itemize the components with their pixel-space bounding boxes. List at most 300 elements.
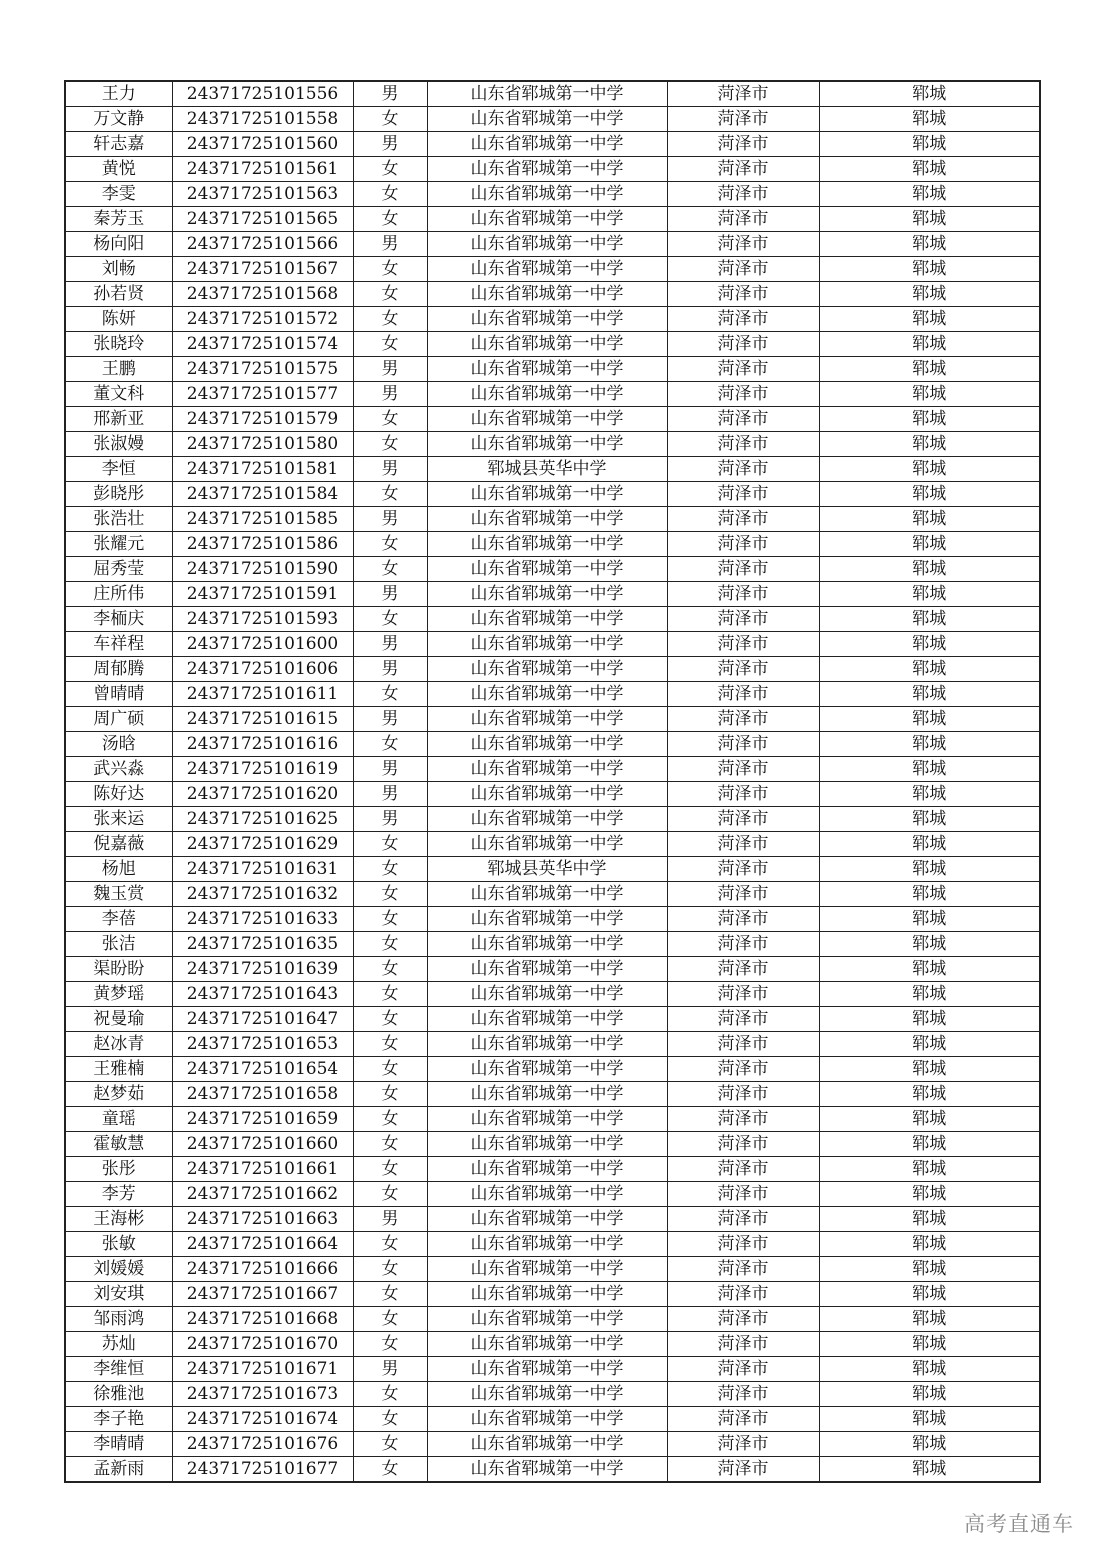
city-cell: 菏泽市 <box>667 632 819 657</box>
school-cell: 山东省郓城第一中学 <box>427 932 667 957</box>
county-cell: 郓城 <box>819 932 1040 957</box>
city-cell: 菏泽市 <box>667 81 819 107</box>
exam-id-cell: 24371725101653 <box>172 1032 353 1057</box>
table-row <box>65 132 1040 157</box>
name-cell: 张彤 <box>65 1157 172 1182</box>
school-cell: 山东省郓城第一中学 <box>427 657 667 682</box>
exam-id-cell: 24371725101593 <box>172 607 353 632</box>
name-cell: 邹雨鸿 <box>65 1307 172 1332</box>
city-cell: 菏泽市 <box>667 1207 819 1232</box>
school-cell: 山东省郓城第一中学 <box>427 182 667 207</box>
county-cell: 郓城 <box>819 257 1040 282</box>
school-cell: 山东省郓城第一中学 <box>427 107 667 132</box>
city-cell: 菏泽市 <box>667 807 819 832</box>
gender-cell: 男 <box>353 632 427 657</box>
name-cell: 李晴晴 <box>65 1432 172 1457</box>
name-cell: 刘媛媛 <box>65 1257 172 1282</box>
school-cell: 山东省郓城第一中学 <box>427 1182 667 1207</box>
gender-cell: 女 <box>353 607 427 632</box>
school-cell: 山东省郓城第一中学 <box>427 532 667 557</box>
county-cell: 郓城 <box>819 1257 1040 1282</box>
name-cell: 轩志嘉 <box>65 132 172 157</box>
exam-id-cell: 24371725101600 <box>172 632 353 657</box>
city-cell: 菏泽市 <box>667 157 819 182</box>
table-row <box>65 81 1040 107</box>
county-cell: 郓城 <box>819 307 1040 332</box>
gender-cell: 女 <box>353 682 427 707</box>
county-cell: 郓城 <box>819 707 1040 732</box>
city-cell: 菏泽市 <box>667 557 819 582</box>
county-cell: 郓城 <box>819 607 1040 632</box>
table-row <box>65 757 1040 782</box>
table-row <box>65 232 1040 257</box>
gender-cell: 女 <box>353 257 427 282</box>
city-cell: 菏泽市 <box>667 607 819 632</box>
table-row <box>65 557 1040 582</box>
name-cell: 彭晓彤 <box>65 482 172 507</box>
name-cell: 王力 <box>65 81 172 107</box>
city-cell: 菏泽市 <box>667 307 819 332</box>
county-cell: 郓城 <box>819 457 1040 482</box>
roster-table <box>64 80 1041 1483</box>
city-cell: 菏泽市 <box>667 1232 819 1257</box>
school-cell: 山东省郓城第一中学 <box>427 1432 667 1457</box>
city-cell: 菏泽市 <box>667 507 819 532</box>
county-cell: 郓城 <box>819 782 1040 807</box>
name-cell: 黄悦 <box>65 157 172 182</box>
table-row <box>65 207 1040 232</box>
county-cell: 郓城 <box>819 507 1040 532</box>
name-cell: 张晓玲 <box>65 332 172 357</box>
school-cell: 山东省郓城第一中学 <box>427 1307 667 1332</box>
exam-id-cell: 24371725101677 <box>172 1457 353 1483</box>
county-cell: 郓城 <box>819 632 1040 657</box>
table-row <box>65 157 1040 182</box>
exam-id-cell: 24371725101574 <box>172 332 353 357</box>
table-row <box>65 1432 1040 1457</box>
city-cell: 菏泽市 <box>667 132 819 157</box>
exam-id-cell: 24371725101591 <box>172 582 353 607</box>
table-row <box>65 1182 1040 1207</box>
table-row <box>65 1457 1040 1483</box>
gender-cell: 女 <box>353 1132 427 1157</box>
school-cell: 山东省郓城第一中学 <box>427 1232 667 1257</box>
school-cell: 郓城县英华中学 <box>427 857 667 882</box>
name-cell: 赵梦茹 <box>65 1082 172 1107</box>
exam-id-cell: 24371725101580 <box>172 432 353 457</box>
gender-cell: 女 <box>353 182 427 207</box>
school-cell: 山东省郓城第一中学 <box>427 207 667 232</box>
exam-id-cell: 24371725101620 <box>172 782 353 807</box>
name-cell: 汤晗 <box>65 732 172 757</box>
gender-cell: 女 <box>353 157 427 182</box>
gender-cell: 男 <box>353 507 427 532</box>
county-cell: 郓城 <box>819 657 1040 682</box>
city-cell: 菏泽市 <box>667 1132 819 1157</box>
table-row <box>65 582 1040 607</box>
name-cell: 陈好达 <box>65 782 172 807</box>
school-cell: 山东省郓城第一中学 <box>427 1082 667 1107</box>
city-cell: 菏泽市 <box>667 582 819 607</box>
gender-cell: 男 <box>353 582 427 607</box>
school-cell: 山东省郓城第一中学 <box>427 882 667 907</box>
table-row <box>65 507 1040 532</box>
table-row <box>65 707 1040 732</box>
exam-id-cell: 24371725101581 <box>172 457 353 482</box>
gender-cell: 男 <box>353 357 427 382</box>
name-cell: 曾晴晴 <box>65 682 172 707</box>
city-cell: 菏泽市 <box>667 1457 819 1483</box>
county-cell: 郓城 <box>819 1357 1040 1382</box>
table-row <box>65 432 1040 457</box>
school-cell: 山东省郓城第一中学 <box>427 432 667 457</box>
exam-id-cell: 24371725101662 <box>172 1182 353 1207</box>
school-cell: 山东省郓城第一中学 <box>427 807 667 832</box>
gender-cell: 男 <box>353 1207 427 1232</box>
table-row <box>65 807 1040 832</box>
county-cell: 郓城 <box>819 557 1040 582</box>
table-row <box>65 1257 1040 1282</box>
exam-id-cell: 24371725101558 <box>172 107 353 132</box>
table-row <box>65 1082 1040 1107</box>
city-cell: 菏泽市 <box>667 1307 819 1332</box>
name-cell: 李子艳 <box>65 1407 172 1432</box>
school-cell: 山东省郓城第一中学 <box>427 81 667 107</box>
table-row <box>65 1057 1040 1082</box>
school-cell: 山东省郓城第一中学 <box>427 632 667 657</box>
city-cell: 菏泽市 <box>667 1057 819 1082</box>
name-cell: 张来运 <box>65 807 172 832</box>
exam-id-cell: 24371725101666 <box>172 1257 353 1282</box>
gender-cell: 女 <box>353 1007 427 1032</box>
county-cell: 郓城 <box>819 682 1040 707</box>
name-cell: 李栭庆 <box>65 607 172 632</box>
school-cell: 山东省郓城第一中学 <box>427 232 667 257</box>
city-cell: 菏泽市 <box>667 1082 819 1107</box>
school-cell: 山东省郓城第一中学 <box>427 1032 667 1057</box>
school-cell: 山东省郓城第一中学 <box>427 257 667 282</box>
table-row <box>65 1357 1040 1382</box>
gender-cell: 女 <box>353 1282 427 1307</box>
name-cell: 张洁 <box>65 932 172 957</box>
county-cell: 郓城 <box>819 582 1040 607</box>
name-cell: 武兴淼 <box>65 757 172 782</box>
table-row <box>65 107 1040 132</box>
gender-cell: 女 <box>353 282 427 307</box>
school-cell: 山东省郓城第一中学 <box>427 132 667 157</box>
school-cell: 山东省郓城第一中学 <box>427 482 667 507</box>
school-cell: 山东省郓城第一中学 <box>427 757 667 782</box>
name-cell: 董文科 <box>65 382 172 407</box>
exam-id-cell: 24371725101560 <box>172 132 353 157</box>
exam-id-cell: 24371725101590 <box>172 557 353 582</box>
county-cell: 郓城 <box>819 1407 1040 1432</box>
county-cell: 郓城 <box>819 732 1040 757</box>
gender-cell: 女 <box>353 557 427 582</box>
school-cell: 山东省郓城第一中学 <box>427 1407 667 1432</box>
school-cell: 山东省郓城第一中学 <box>427 157 667 182</box>
table-row <box>65 907 1040 932</box>
school-cell: 山东省郓城第一中学 <box>427 557 667 582</box>
exam-id-cell: 24371725101661 <box>172 1157 353 1182</box>
city-cell: 菏泽市 <box>667 1332 819 1357</box>
exam-id-cell: 24371725101674 <box>172 1407 353 1432</box>
city-cell: 菏泽市 <box>667 1382 819 1407</box>
city-cell: 菏泽市 <box>667 1182 819 1207</box>
city-cell: 菏泽市 <box>667 432 819 457</box>
exam-id-cell: 24371725101659 <box>172 1107 353 1132</box>
school-cell: 山东省郓城第一中学 <box>427 1132 667 1157</box>
city-cell: 菏泽市 <box>667 732 819 757</box>
school-cell: 山东省郓城第一中学 <box>427 357 667 382</box>
gender-cell: 女 <box>353 1057 427 1082</box>
exam-id-cell: 24371725101584 <box>172 482 353 507</box>
school-cell: 山东省郓城第一中学 <box>427 1382 667 1407</box>
table-row <box>65 332 1040 357</box>
city-cell: 菏泽市 <box>667 1357 819 1382</box>
city-cell: 菏泽市 <box>667 482 819 507</box>
county-cell: 郓城 <box>819 432 1040 457</box>
exam-id-cell: 24371725101616 <box>172 732 353 757</box>
gender-cell: 女 <box>353 1032 427 1057</box>
name-cell: 李芳 <box>65 1182 172 1207</box>
gender-cell: 女 <box>353 957 427 982</box>
gender-cell: 女 <box>353 1232 427 1257</box>
county-cell: 郓城 <box>819 1232 1040 1257</box>
city-cell: 菏泽市 <box>667 1257 819 1282</box>
county-cell: 郓城 <box>819 907 1040 932</box>
name-cell: 祝曼瑜 <box>65 1007 172 1032</box>
name-cell: 魏玉赏 <box>65 882 172 907</box>
exam-id-cell: 24371725101639 <box>172 957 353 982</box>
name-cell: 黄梦瑶 <box>65 982 172 1007</box>
exam-id-cell: 24371725101606 <box>172 657 353 682</box>
gender-cell: 女 <box>353 1332 427 1357</box>
county-cell: 郓城 <box>819 832 1040 857</box>
city-cell: 菏泽市 <box>667 282 819 307</box>
county-cell: 郓城 <box>819 1207 1040 1232</box>
table-row <box>65 957 1040 982</box>
school-cell: 郓城县英华中学 <box>427 457 667 482</box>
county-cell: 郓城 <box>819 1432 1040 1457</box>
city-cell: 菏泽市 <box>667 682 819 707</box>
school-cell: 山东省郓城第一中学 <box>427 1357 667 1382</box>
school-cell: 山东省郓城第一中学 <box>427 282 667 307</box>
table-row <box>65 407 1040 432</box>
exam-id-cell: 24371725101619 <box>172 757 353 782</box>
name-cell: 庄所伟 <box>65 582 172 607</box>
city-cell: 菏泽市 <box>667 1282 819 1307</box>
gender-cell: 女 <box>353 482 427 507</box>
table-row <box>65 357 1040 382</box>
table-row <box>65 1307 1040 1332</box>
table-row <box>65 732 1040 757</box>
county-cell: 郓城 <box>819 1057 1040 1082</box>
name-cell: 赵冰青 <box>65 1032 172 1057</box>
table-row <box>65 307 1040 332</box>
school-cell: 山东省郓城第一中学 <box>427 407 667 432</box>
gender-cell: 男 <box>353 382 427 407</box>
city-cell: 菏泽市 <box>667 182 819 207</box>
exam-id-cell: 24371725101565 <box>172 207 353 232</box>
school-cell: 山东省郓城第一中学 <box>427 1332 667 1357</box>
county-cell: 郓城 <box>819 1082 1040 1107</box>
exam-id-cell: 24371725101561 <box>172 157 353 182</box>
gender-cell: 女 <box>353 1457 427 1483</box>
exam-id-cell: 24371725101643 <box>172 982 353 1007</box>
gender-cell: 女 <box>353 307 427 332</box>
gender-cell: 男 <box>353 707 427 732</box>
exam-id-cell: 24371725101567 <box>172 257 353 282</box>
exam-id-cell: 24371725101668 <box>172 1307 353 1332</box>
county-cell: 郓城 <box>819 407 1040 432</box>
gender-cell: 女 <box>353 832 427 857</box>
gender-cell: 女 <box>353 1182 427 1207</box>
city-cell: 菏泽市 <box>667 707 819 732</box>
city-cell: 菏泽市 <box>667 1107 819 1132</box>
city-cell: 菏泽市 <box>667 657 819 682</box>
city-cell: 菏泽市 <box>667 982 819 1007</box>
county-cell: 郓城 <box>819 382 1040 407</box>
name-cell: 霍敏慧 <box>65 1132 172 1157</box>
name-cell: 屈秀莹 <box>65 557 172 582</box>
exam-id-cell: 24371725101631 <box>172 857 353 882</box>
table-row <box>65 532 1040 557</box>
name-cell: 孟新雨 <box>65 1457 172 1483</box>
exam-id-cell: 24371725101556 <box>172 81 353 107</box>
gender-cell: 女 <box>353 932 427 957</box>
county-cell: 郓城 <box>819 1307 1040 1332</box>
table-row <box>65 632 1040 657</box>
name-cell: 陈妍 <box>65 307 172 332</box>
name-cell: 杨向阳 <box>65 232 172 257</box>
county-cell: 郓城 <box>819 1032 1040 1057</box>
city-cell: 菏泽市 <box>667 757 819 782</box>
school-cell: 山东省郓城第一中学 <box>427 732 667 757</box>
name-cell: 渠盼盼 <box>65 957 172 982</box>
exam-id-cell: 24371725101671 <box>172 1357 353 1382</box>
gender-cell: 男 <box>353 657 427 682</box>
county-cell: 郓城 <box>819 1007 1040 1032</box>
school-cell: 山东省郓城第一中学 <box>427 907 667 932</box>
city-cell: 菏泽市 <box>667 382 819 407</box>
exam-id-cell: 24371725101629 <box>172 832 353 857</box>
name-cell: 刘安琪 <box>65 1282 172 1307</box>
gender-cell: 女 <box>353 1432 427 1457</box>
table-row <box>65 482 1040 507</box>
exam-id-cell: 24371725101654 <box>172 1057 353 1082</box>
exam-id-cell: 24371725101664 <box>172 1232 353 1257</box>
exam-id-cell: 24371725101667 <box>172 1282 353 1307</box>
name-cell: 王鹏 <box>65 357 172 382</box>
name-cell: 周郁腾 <box>65 657 172 682</box>
gender-cell: 女 <box>353 907 427 932</box>
gender-cell: 女 <box>353 732 427 757</box>
city-cell: 菏泽市 <box>667 407 819 432</box>
gender-cell: 女 <box>353 1382 427 1407</box>
school-cell: 山东省郓城第一中学 <box>427 1282 667 1307</box>
county-cell: 郓城 <box>819 1132 1040 1157</box>
city-cell: 菏泽市 <box>667 957 819 982</box>
county-cell: 郓城 <box>819 282 1040 307</box>
roster-body <box>65 81 1040 1482</box>
gender-cell: 男 <box>353 807 427 832</box>
name-cell: 张淑嫚 <box>65 432 172 457</box>
school-cell: 山东省郓城第一中学 <box>427 1007 667 1032</box>
gender-cell: 女 <box>353 1082 427 1107</box>
exam-id-cell: 24371725101625 <box>172 807 353 832</box>
school-cell: 山东省郓城第一中学 <box>427 1107 667 1132</box>
exam-id-cell: 24371725101568 <box>172 282 353 307</box>
table-row <box>65 1382 1040 1407</box>
county-cell: 郓城 <box>819 157 1040 182</box>
city-cell: 菏泽市 <box>667 532 819 557</box>
county-cell: 郓城 <box>819 982 1040 1007</box>
name-cell: 杨旭 <box>65 857 172 882</box>
exam-id-cell: 24371725101647 <box>172 1007 353 1032</box>
county-cell: 郓城 <box>819 1382 1040 1407</box>
exam-id-cell: 24371725101579 <box>172 407 353 432</box>
county-cell: 郓城 <box>819 532 1040 557</box>
city-cell: 菏泽市 <box>667 932 819 957</box>
exam-id-cell: 24371725101575 <box>172 357 353 382</box>
table-row <box>65 932 1040 957</box>
school-cell: 山东省郓城第一中学 <box>427 582 667 607</box>
school-cell: 山东省郓城第一中学 <box>427 982 667 1007</box>
gender-cell: 女 <box>353 857 427 882</box>
table-row <box>65 1207 1040 1232</box>
exam-id-cell: 24371725101632 <box>172 882 353 907</box>
exam-id-cell: 24371725101563 <box>172 182 353 207</box>
school-cell: 山东省郓城第一中学 <box>427 707 667 732</box>
exam-id-cell: 24371725101572 <box>172 307 353 332</box>
city-cell: 菏泽市 <box>667 782 819 807</box>
name-cell: 周广硕 <box>65 707 172 732</box>
name-cell: 童瑶 <box>65 1107 172 1132</box>
name-cell: 张浩壮 <box>65 507 172 532</box>
watermark-text: 高考直通车 <box>964 1512 1074 1536</box>
exam-id-cell: 24371725101663 <box>172 1207 353 1232</box>
county-cell: 郓城 <box>819 1182 1040 1207</box>
exam-id-cell: 24371725101615 <box>172 707 353 732</box>
exam-id-cell: 24371725101676 <box>172 1432 353 1457</box>
table-row <box>65 882 1040 907</box>
gender-cell: 男 <box>353 232 427 257</box>
school-cell: 山东省郓城第一中学 <box>427 1457 667 1483</box>
name-cell: 孙若贤 <box>65 282 172 307</box>
gender-cell: 女 <box>353 107 427 132</box>
name-cell: 徐雅池 <box>65 1382 172 1407</box>
county-cell: 郓城 <box>819 132 1040 157</box>
county-cell: 郓城 <box>819 857 1040 882</box>
school-cell: 山东省郓城第一中学 <box>427 1257 667 1282</box>
county-cell: 郓城 <box>819 1457 1040 1483</box>
name-cell: 秦芳玉 <box>65 207 172 232</box>
gender-cell: 女 <box>353 532 427 557</box>
county-cell: 郓城 <box>819 232 1040 257</box>
county-cell: 郓城 <box>819 757 1040 782</box>
name-cell: 李蓓 <box>65 907 172 932</box>
gender-cell: 男 <box>353 757 427 782</box>
exam-id-cell: 24371725101633 <box>172 907 353 932</box>
table-row <box>65 782 1040 807</box>
table-row <box>65 282 1040 307</box>
gender-cell: 女 <box>353 407 427 432</box>
school-cell: 山东省郓城第一中学 <box>427 607 667 632</box>
name-cell: 刘畅 <box>65 257 172 282</box>
school-cell: 山东省郓城第一中学 <box>427 1057 667 1082</box>
exam-id-cell: 24371725101670 <box>172 1332 353 1357</box>
